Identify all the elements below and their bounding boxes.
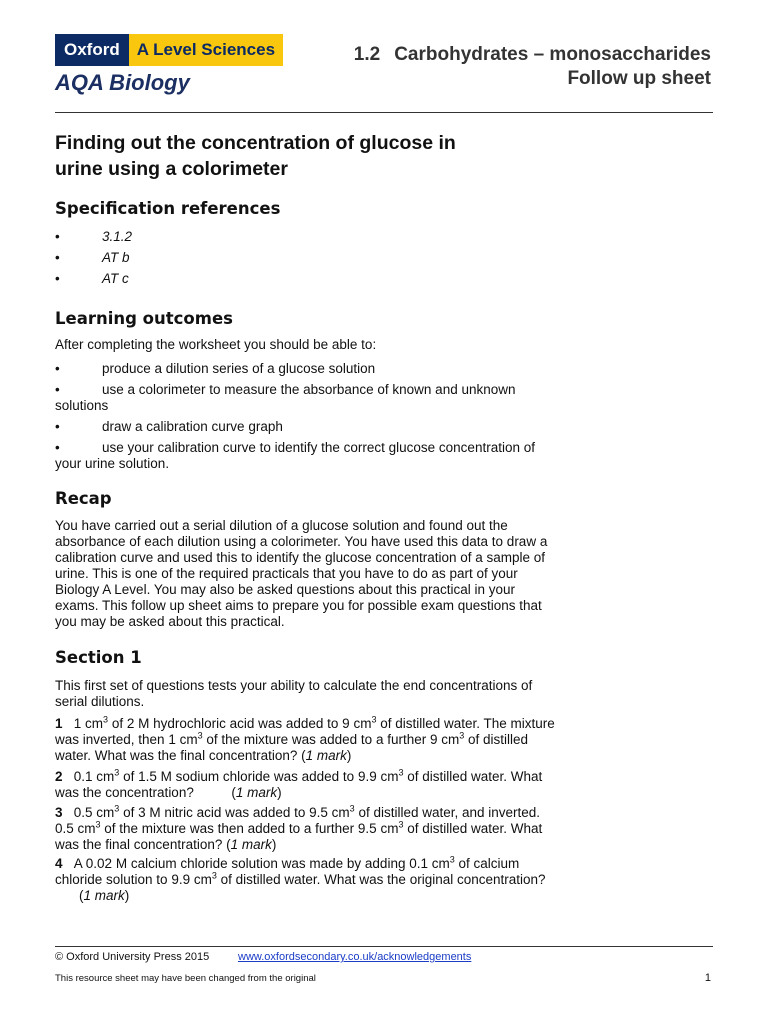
bullet-icon: • <box>55 229 60 244</box>
outcomes-intro: After completing the worksheet you should be able to: <box>55 337 377 352</box>
outcomes-heading: Learning outcomes <box>55 309 233 328</box>
subject-title: AQA Biology <box>55 70 190 95</box>
list-item: • AT c <box>55 271 715 292</box>
document-title <box>55 130 675 182</box>
page-number: 1 <box>704 972 711 984</box>
header-divider <box>55 112 713 113</box>
list-item: • use your calibration curve to identify the correct glucose concentration of your urine solution. <box>55 440 535 471</box>
bullet-icon: • <box>55 361 60 376</box>
sheet-type: Follow up sheet <box>567 68 711 89</box>
list-item: • 3.1.2 <box>55 229 715 250</box>
bullet-icon: • <box>55 440 60 455</box>
title-line-2: urine using a colorimeter <box>55 158 288 180</box>
outcomes-list <box>55 361 715 477</box>
topic-number: 1.2 <box>353 44 381 65</box>
change-notice: This resource sheet may have been changed from the original <box>55 973 316 984</box>
topic-heading <box>354 44 711 66</box>
list-item: • draw a calibration curve graph <box>55 419 283 434</box>
section1-heading: Section 1 <box>55 648 142 667</box>
bullet-icon: • <box>55 250 60 265</box>
brand-oxford-label: Oxford <box>55 34 129 66</box>
bullet-icon: • <box>55 419 60 434</box>
question-1: 1 1 $cm^3$ of 2 M hydrochloric acid was added to 9 $cm^3$ of distilled water. The mixture was inverted, then 1 $cm^3$ of the mixture was added to a further 9 $cm^3$ of distilled water. What was the final concentration? (1 mark) <box>55 714 555 763</box>
topic-title: Carbohydrates – monosaccharides <box>394 44 711 65</box>
bullet-icon: • <box>55 382 60 397</box>
list-item: • AT b <box>55 250 715 271</box>
brand-series-label: A Level Sciences <box>129 34 283 66</box>
footer-divider <box>55 946 713 947</box>
spec-heading: Specification references <box>55 199 281 218</box>
copyright-notice: © Oxford University Press 2015 <box>55 951 210 963</box>
spec-list <box>55 229 715 292</box>
bullet-icon: • <box>55 271 60 286</box>
acknowledgements-link[interactable]: www.oxfordsecondary.co.uk/acknowledgements <box>238 951 472 963</box>
question-4: 4 A 0.02 M calcium chloride solution was made by adding 0.1 $cm^3$ of calcium chloride solution to 9.9 $cm^3$ of distilled water. What was the original concentration? (1 mark) <box>55 854 546 903</box>
question-3: 3 0.5 $cm^3$ of 3 M nitric acid was added to 9.5 $cm^3$ of distilled water, and inverted. 0.5 $cm^3$ of the mixture was then added to a further 9.5 $cm^3$ of distilled water. What was the final concentration? (1 mark) <box>55 803 543 852</box>
recap-paragraph: You have carried out a serial dilution of a glucose solution and found out the absorbance of each dilution using a colorimeter. You have used this data to draw a calibration curve and used this to identify the glucose concentration of a sample of urine. This is one of the required practicals that you have to do as part of your Biology A Level. You may also be asked questions about this practical in your exams. This follow up sheet aims to prepare you for possible exam questions that you may be asked about this practical. <box>55 518 548 629</box>
question-2: 2 0.1 $cm^3$ of 1.5 M sodium chloride was added to 9.9 $cm^3$ of distilled water. What was the concentration? (1 mark) <box>55 767 543 800</box>
list-item: • produce a dilution series of a glucose solution <box>55 361 376 376</box>
recap-heading: Recap <box>55 489 112 508</box>
list-item: • use a colorimeter to measure the absorbance of known and unknown solutions <box>55 382 516 413</box>
section1-intro: This first set of questions tests your ability to calculate the end concentrations of serial dilutions. <box>55 678 533 709</box>
title-line-1: Finding out the concentration of glucose in <box>55 132 456 154</box>
brand-logo <box>55 34 283 66</box>
